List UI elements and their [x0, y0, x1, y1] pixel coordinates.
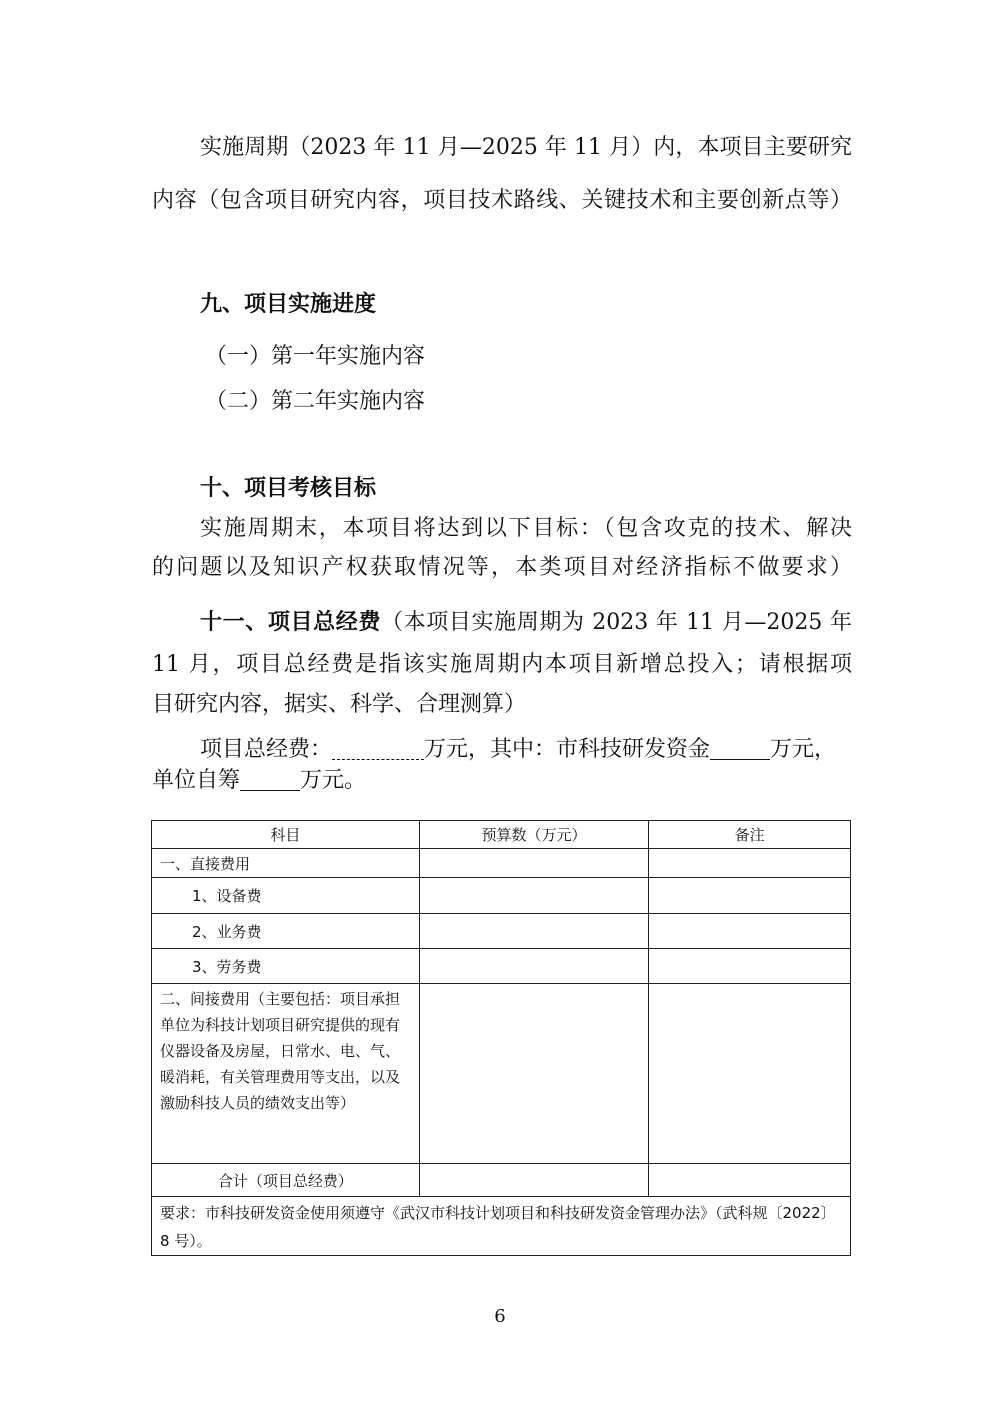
section10-line2: 的问题以及知识产权获取情况等，本类项目对经济指标不做要求）	[152, 555, 852, 580]
row-label: 合计（项目总经费）	[152, 1164, 420, 1197]
row-label: 一、直接费用	[152, 849, 420, 878]
budget-cell[interactable]	[419, 914, 649, 949]
header-note: 备注	[649, 821, 851, 849]
note-cell[interactable]	[649, 984, 851, 1164]
funding-total-blank[interactable]	[332, 739, 424, 760]
page-number: 6	[494, 1306, 506, 1327]
table-row	[152, 849, 851, 878]
note-cell[interactable]	[649, 849, 851, 878]
city-fund-blank[interactable]	[710, 739, 770, 760]
row-label: 2、业务费	[152, 914, 420, 949]
row-label: 3、劳务费	[152, 949, 420, 984]
table-row	[152, 914, 851, 949]
table-requirement-row	[152, 1197, 851, 1256]
section11-line1-rest: （本项目实施周期为 2023 年 11 月—2025 年	[381, 610, 852, 635]
note-cell[interactable]	[649, 949, 851, 984]
section11-heading: 十一、项目总经费	[200, 610, 382, 635]
row-label: 1、设备费	[152, 878, 420, 914]
budget-table	[151, 820, 851, 1256]
funding-line1	[200, 735, 852, 765]
requirement-text: 要求：市科技研发资金使用须遵守《武汉市科技计划项目和科技研发资金管理办法》（武科规〔2022〕8 号）。	[152, 1197, 851, 1256]
budget-cell[interactable]	[419, 878, 649, 914]
budget-cell[interactable]	[419, 984, 649, 1164]
table-row	[152, 984, 851, 1164]
section10-line1: 实施周期末，本项目将达到以下目标：（包含攻克的技术、解决	[200, 516, 852, 541]
budget-cell[interactable]	[419, 849, 649, 878]
section9-heading: 九、项目实施进度	[200, 292, 377, 317]
table-row	[152, 1164, 851, 1197]
note-cell[interactable]	[649, 914, 851, 949]
self-fund-label: 单位自筹	[152, 768, 241, 793]
section11-line2: 11 月，项目总经费是指该实施周期内本项目新增总投入；请根据项	[152, 652, 852, 677]
header-subject: 科目	[152, 821, 420, 849]
funding-total-label: 项目总经费：	[200, 737, 333, 762]
note-cell[interactable]	[649, 878, 851, 914]
note-cell[interactable]	[649, 1164, 851, 1197]
section9-item1: （一）第一年实施内容	[205, 344, 426, 369]
section9-item2: （二）第二年实施内容	[205, 389, 426, 414]
table-row	[152, 949, 851, 984]
section8-line1: 实施周期（2023 年 11 月—2025 年 11 月）内，本项目主要研究	[200, 135, 852, 160]
section10-heading: 十、项目考核目标	[200, 476, 377, 501]
funding-unit1: 万元，其中：市科技研发资金	[424, 737, 711, 762]
section11-line1	[200, 608, 852, 638]
funding-line2	[152, 766, 852, 796]
funding-unit3: 万元。	[300, 768, 367, 793]
budget-cell[interactable]	[419, 949, 649, 984]
section11-line3: 目研究内容，据实、科学、合理测算）	[152, 692, 527, 717]
budget-cell[interactable]	[419, 1164, 649, 1197]
table-row	[152, 878, 851, 914]
header-budget: 预算数（万元）	[419, 821, 649, 849]
section8-line2: 内容（包含项目研究内容，项目技术路线、关键技术和主要创新点等）	[152, 188, 852, 213]
row-label: 二、间接费用（主要包括：项目承担单位为科技计划项目研究提供的现有仪器设备及房屋，日常水、电、气、暖消耗，有关管理费用等支出，以及激励科技人员的绩效支出等）	[152, 984, 420, 1164]
self-fund-blank[interactable]	[240, 770, 300, 791]
funding-unit2: 万元，	[770, 737, 837, 762]
table-header-row	[152, 821, 851, 849]
